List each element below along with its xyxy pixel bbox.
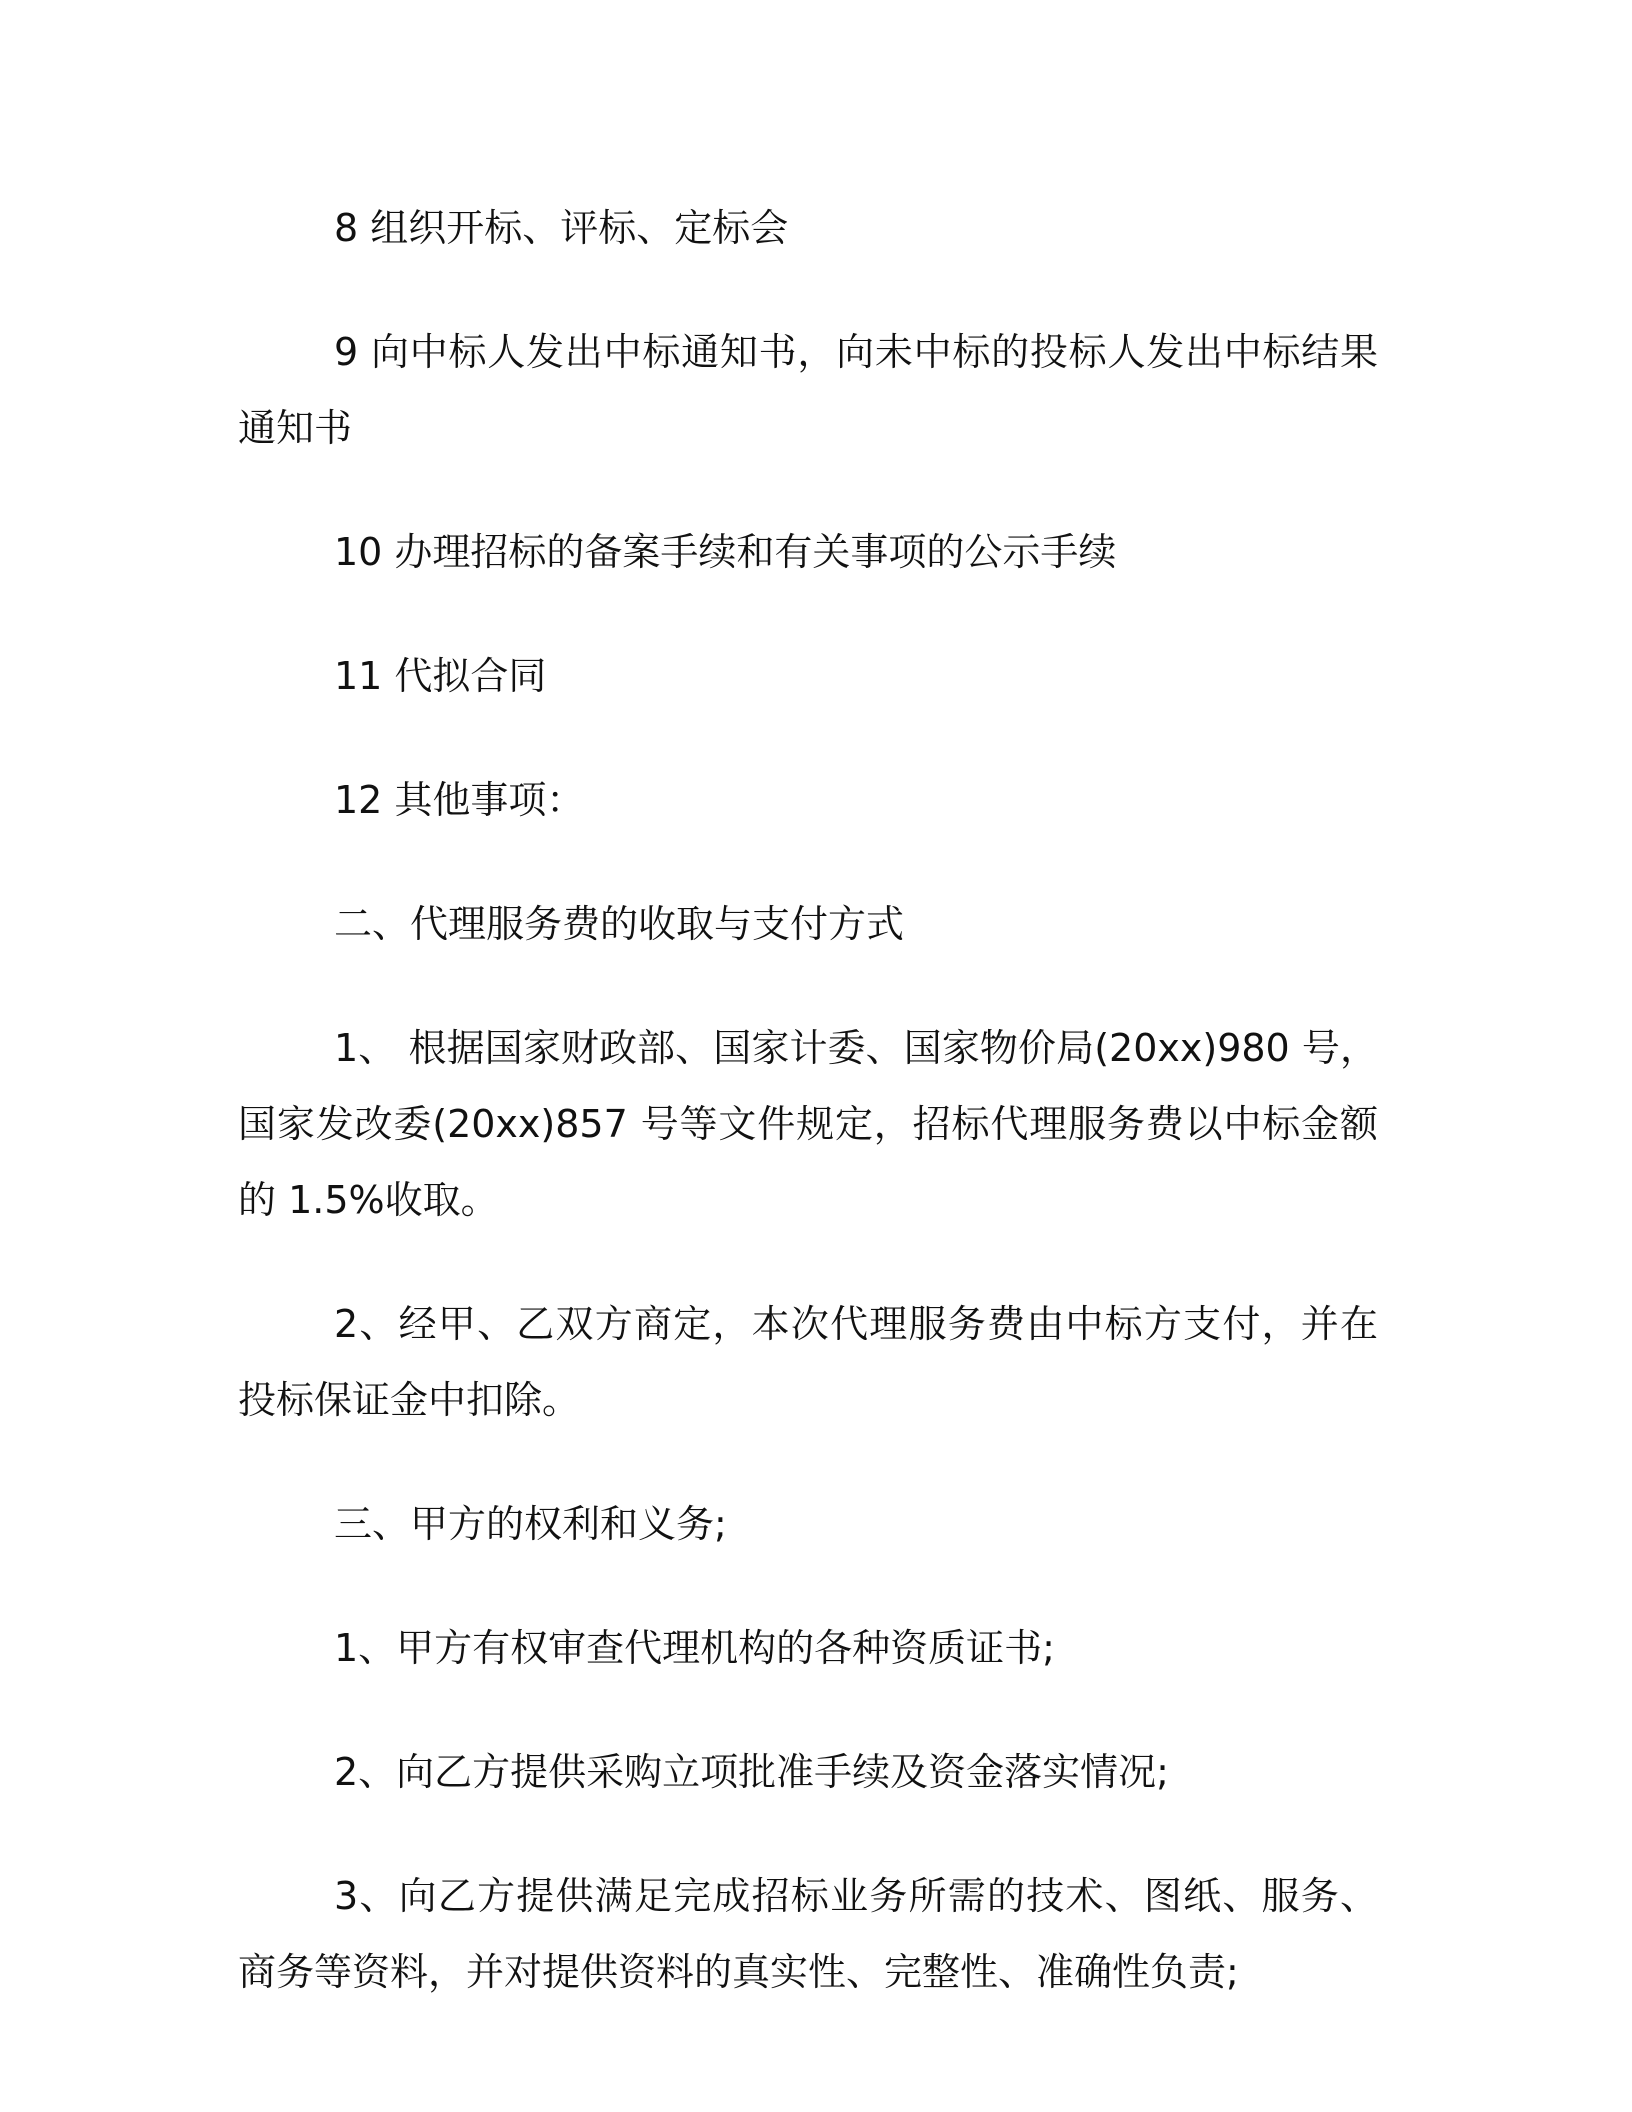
paragraph-item-8: 8 组织开标、评标、定标会 xyxy=(334,206,789,250)
section-heading-party-a: 三、甲方的权利和义务; xyxy=(334,1502,727,1546)
paragraph-item-11: 11 代拟合同 xyxy=(334,654,547,698)
party-a-clause-1: 1、甲方有权审查代理机构的各种资质证书; xyxy=(334,1626,1055,1670)
section-heading-fee: 二、代理服务费的收取与支付方式 xyxy=(334,902,905,946)
party-a-clause-2: 2、向乙方提供采购立项批准手续及资金落实情况; xyxy=(334,1750,1169,1794)
fee-clause-1: 1、 根据国家财政部、国家计委、国家物价局(20xx)980 号，国家发改委(20xx)857 号等文件规定，招标代理服务费以中标金额的 1.5%收取。 xyxy=(238,1026,1378,1222)
paragraph-item-12: 12 其他事项： xyxy=(334,778,585,822)
party-a-clause-3: 3、向乙方提供满足完成招标业务所需的技术、图纸、服务、商务等资料，并对提供资料的真实性、完整性、准确性负责; xyxy=(238,1874,1378,1994)
document-body xyxy=(238,190,1378,2058)
fee-clause-2: 2、经甲、乙双方商定，本次代理服务费由中标方支付，并在投标保证金中扣除。 xyxy=(238,1302,1378,1422)
paragraph-item-9: 9 向中标人发出中标通知书，向未中标的投标人发出中标结果通知书 xyxy=(238,330,1378,450)
paragraph-item-10: 10 办理招标的备案手续和有关事项的公示手续 xyxy=(334,530,1117,574)
